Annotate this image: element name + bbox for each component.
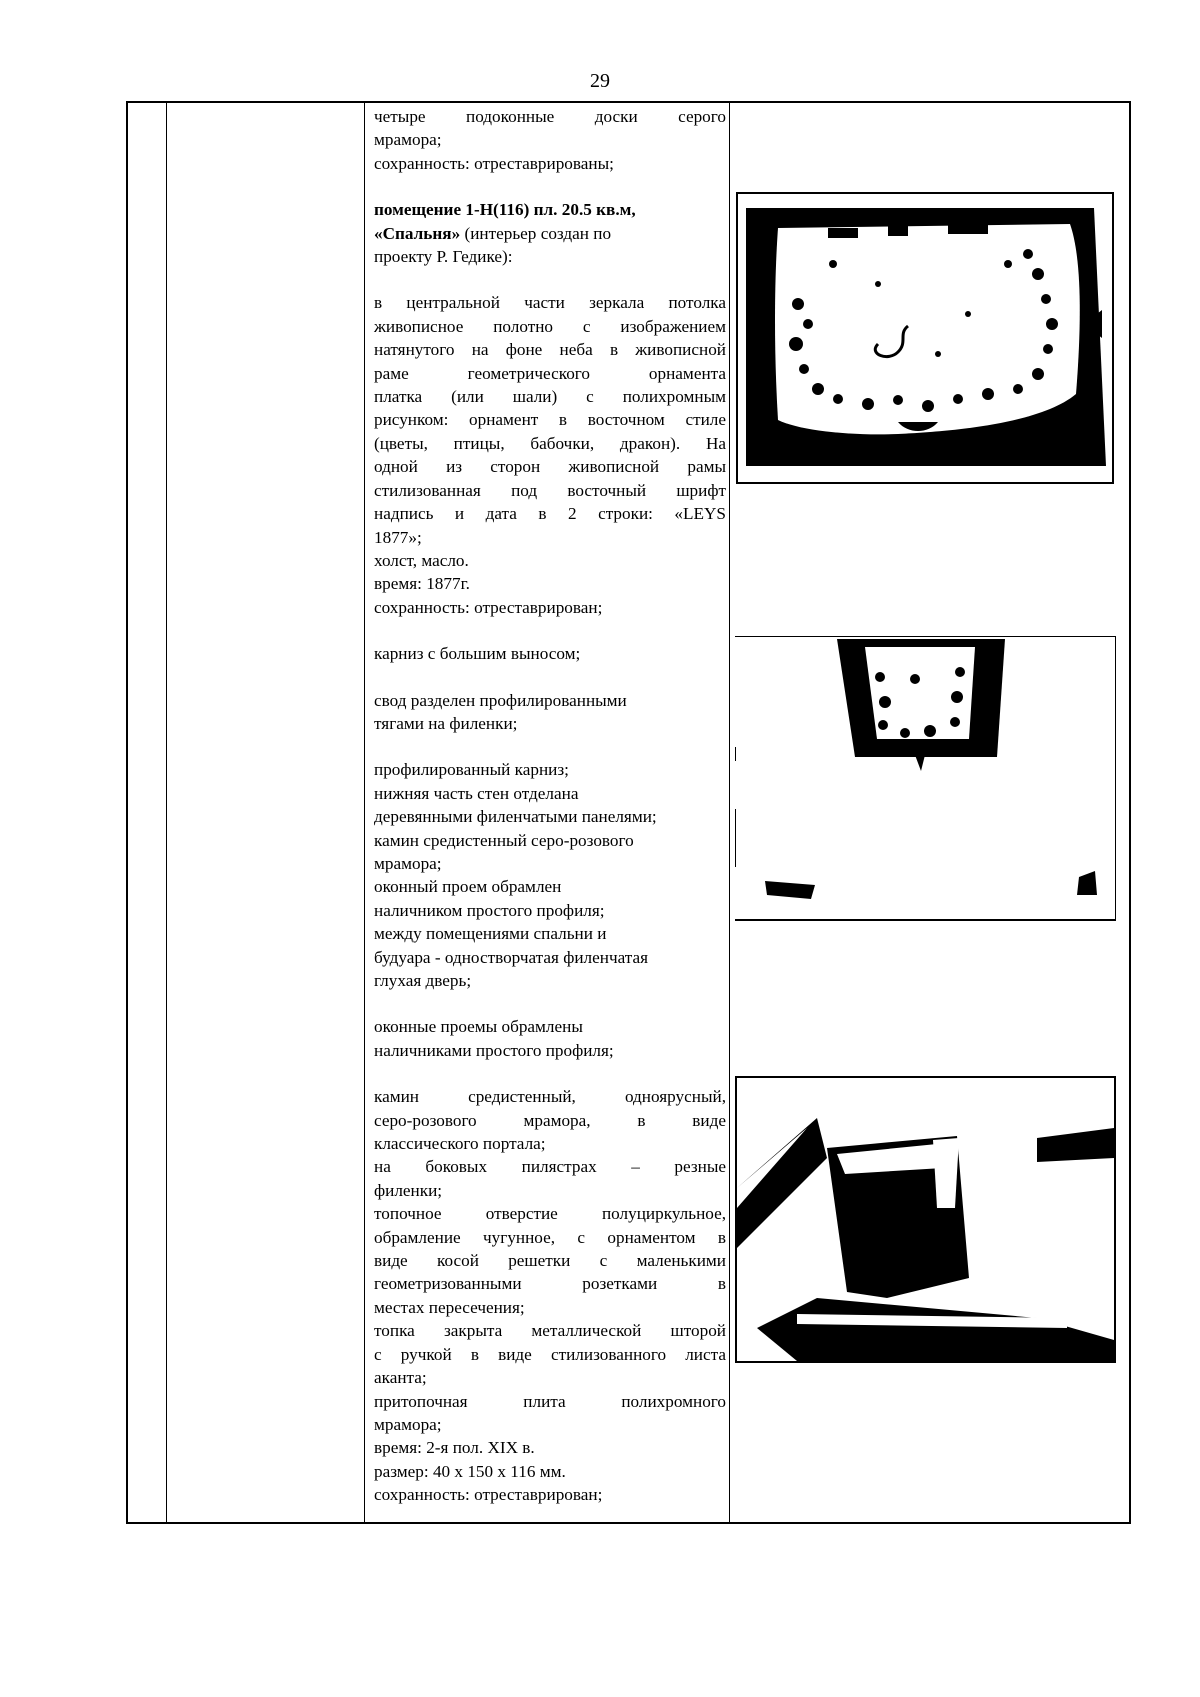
text-line: (цветы, птицы, бабочки, дракон). На	[374, 433, 726, 453]
text-line: тягами на филенки;	[374, 713, 518, 733]
text-line: время: 1877г.	[374, 574, 470, 594]
column-divider-3	[729, 103, 730, 1522]
text-line: в центральной части зеркала потолка	[374, 293, 726, 313]
column-divider-1	[166, 103, 167, 1522]
text-line: наличником простого профиля;	[374, 900, 605, 920]
text-line: между помещениями спальни и	[374, 924, 607, 944]
text-line: обрамление чугунное, с орнаментом в	[374, 1227, 726, 1247]
text-line: холст, масло.	[374, 550, 469, 570]
room-heading-line	[374, 222, 726, 245]
text-line: 1877»;	[374, 527, 422, 547]
text-line: с ручкой в виде стилизованного листа	[374, 1344, 726, 1364]
text-line: наличниками простого профиля;	[374, 1040, 614, 1060]
text-line: деревянными филенчатыми панелями;	[374, 807, 657, 827]
text-line: виде косой решетки с маленькими	[374, 1251, 726, 1271]
photo-ceiling-painting	[736, 192, 1114, 484]
text-line: платка (или шали) с полихромным	[374, 387, 726, 407]
photo-fireplace	[735, 1076, 1116, 1363]
text-line: геометризованными розетками в	[374, 1274, 726, 1294]
text-line: аканта;	[374, 1368, 427, 1388]
text-line: будуара - одностворчатая филенчатая	[374, 947, 649, 967]
fireplace-image	[737, 1078, 1114, 1361]
text-line: топочное отверстие полуциркульное,	[374, 1204, 726, 1224]
vault-image	[735, 637, 1114, 920]
text-line: живописное полотно с изображением	[374, 316, 726, 336]
page-number: 29	[590, 70, 610, 92]
text-line: карниз с большим выносом;	[374, 644, 581, 664]
text-line: нижняя часть стен отделана	[374, 783, 579, 803]
text-line: четыре подоконные доски серого	[374, 107, 726, 126]
room-heading: помещение 1-Н(116) пл. 20.5 кв.м,	[374, 200, 636, 220]
text-line: на боковых пилястрах – резные	[374, 1157, 726, 1177]
text-line: сохранность: отреставрированы;	[374, 153, 614, 173]
text-line: оконный проем обрамлен	[374, 877, 562, 897]
text-line: серо-розового мрамора, в виде	[374, 1110, 726, 1130]
text-line: свод разделен профилированными	[374, 690, 627, 710]
text-line: профилированный карниз;	[374, 760, 569, 780]
room-name: «Спальня»	[374, 223, 461, 243]
text-line: сохранность: отреставрирован;	[374, 1485, 603, 1505]
text-line: стилизованная под восточный шрифт	[374, 480, 726, 500]
text-line: филенки;	[374, 1180, 443, 1200]
text-line: глухая дверь;	[374, 971, 472, 990]
text-line: мрамора;	[374, 853, 442, 873]
text-line: местах пересечения;	[374, 1297, 525, 1317]
text-line: время: 2-я пол. XIX в.	[374, 1438, 535, 1458]
text-line: надпись и дата в 2 строки: «LEYS	[374, 504, 726, 524]
text-line: классического портала;	[374, 1134, 546, 1154]
text-line: мрамора;	[374, 130, 442, 150]
text-line: оконные проемы обрамлены	[374, 1017, 583, 1037]
text-line: притопочная плита полихромного	[374, 1391, 726, 1411]
text-line: камин средистенный, одноярусный,	[374, 1087, 726, 1107]
text-line: размер: 40 х 150 х 116 мм.	[374, 1461, 566, 1481]
text-line: мрамора;	[374, 1414, 442, 1434]
text-line: раме геометрического орнамента	[374, 363, 726, 383]
text-line: камин средистенный серо-розового	[374, 830, 634, 850]
text-line: натянутого на фоне неба в живописной	[374, 340, 726, 360]
description-column	[374, 105, 726, 1507]
ceiling-painting-image	[738, 194, 1112, 482]
column-divider-2	[364, 103, 365, 1522]
text-line: одной из сторон живописной рамы	[374, 457, 726, 477]
text-line: проекту Р. Гедике):	[374, 247, 513, 267]
text-line: рисунком: орнамент в восточном стиле	[374, 410, 726, 430]
photo-vault	[735, 636, 1116, 921]
text-line: топка закрыта металлической шторой	[374, 1321, 726, 1341]
room-note: (интерьер создан по	[460, 223, 612, 243]
text-line: сохранность: отреставрирован;	[374, 597, 603, 617]
